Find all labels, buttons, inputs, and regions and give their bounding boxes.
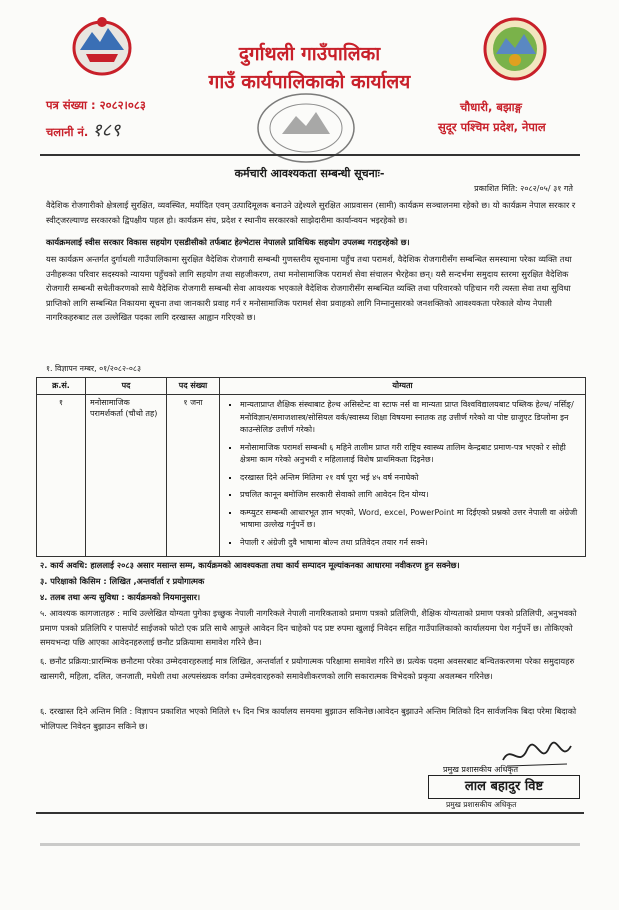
qualification-item: ▪ मनोसामाजिक परामर्श सम्बन्धी ६ महिने तालीम प्राप्त गरी राष्ट्रिय स्वास्थ्य तालिम केन्द्रबाट प्रमाण-पत्र भएको र सोही क्षेत्रमा काम गरेको अनुभवी र महिलालाई विशेष प्राथमिकता दिइनेछ। (240, 442, 581, 467)
row-post: मनोसामाजिक परामर्शकर्ता (चौथो तह) (86, 395, 167, 557)
office-seal-stamp (252, 88, 360, 170)
dispatch-label: चलानी नं. (46, 125, 89, 139)
signatory-subtitle: प्रमुख प्रशासकीय अधिकृत (446, 800, 517, 809)
qualification-list (224, 399, 581, 549)
header-divider (40, 154, 580, 156)
qualification-item: ▪ कम्प्युटर सम्बन्धी आधारभूत ज्ञान भएको, Word, excel, PowerPoint मा दिईएको प्रश्नको उत्तर नेपाली वा अंग्रेजी भाषामा उल्लेख गर्नुपर्ने छ। (240, 507, 581, 532)
dispatch-value: १८९ (92, 120, 121, 141)
row-count: १ जना (167, 395, 220, 557)
col-qualification: योग्यता (220, 378, 586, 395)
section-selection-process: ६. छनौट प्रक्रिया:प्रारम्भिक छनौटमा परेका उम्मेदवारहरुलाई मात्र लिखित, अन्तर्वार्ता र प्रयोगात्मक परिक्षामा समावेश गरिने छ। प्रत्येक पदमा अवसरबाट बन्चितकरणमा परेका समुदायहरु खासगरी, महिला, दलित, जनजाती, मधेशी तथा अल्पसंख्यक वर्गका उम्मेदवारहरुको समावेशीकरणको लागि सकारात्मक विभेदको प्रकृया अवलम्बन गरिनेछ। (40, 656, 575, 681)
section-salary: ४. तलब तथा अन्य सुविधा : कार्यक्रमको नियमानुसार। (40, 592, 201, 602)
signatory-name-stamp: लाल बहादुर विष्ट (428, 775, 580, 799)
section-work-duration: २. कार्य अवधि: हाललाई २०८३ असार मसान्त सम्म, कार्यक्रमको आवश्यकता तथा कार्य सम्पादन मूल्यांकनका आधारमा नवीकरण हुन सक्नेछ। (40, 560, 460, 570)
qualification-item: ▪ मान्यताप्राप्त शैक्षिक संस्थाबाट हेल्थ असिस्टेन्ट वा स्टाफ नर्स वा मान्यता प्राप्त विश्वविद्यालयबाट पब्लिक हेल्थ/ नर्सिङ्/मनोविज्ञान/समाजशास्त्र/सोसियल वर्क/स्वास्थ्य शिक्षा विषयमा स्नातक तह उत्तीर्ण गरेको वा पोष्ट ग्राजुएट डिप्लोमा इन काउन्सेलिङ उत्तीर्ण गरेको। (240, 399, 581, 437)
signatory-post: प्रमुख प्रशासकीय अधिकृत (443, 765, 519, 774)
notice-title: कर्मचारी आवश्यकता सम्बन्धी सूचनाः- (234, 167, 385, 180)
col-post: पद (86, 378, 167, 395)
table-header-row (37, 378, 586, 395)
col-serial: क्र.सं. (37, 378, 86, 395)
footer-divider (36, 812, 584, 814)
org-name: दुर्गाथली गाउँपालिका (238, 43, 381, 65)
intro-paragraph-3: यस कार्यक्रम अन्तर्गत दुर्गाथली गाउँपालिकामा सुरक्षित वैदेशिक रोजगारी सम्बन्धी गुणस्तरीय सूचनामा पहुँच तथा परामर्श, वैदेशिक रोजगारीसँग सम्बन्धित समस्यामा परेका व्यक्ति तथा उनीहरूका परिवार सदस्यको न्यायमा पहुँचको लागि सहयोग तथा सहजीकरण, तथा मनोसामाजिक परामर्श सेवा संचालन भैरहेका छन्। यसै सन्दर्भमा समुदाय स्तरमा सुरक्षित वैदेशिक रोजगारी सम्बन्धी सचेतीकरणको साथै वैदेशिक रोजगारी सम्बन्धी सेवा आवश्यक भएकाले वैदेशिक रोजगारीसँग सम्बन्धित व्यक्ति तथा परिवारको पहिचान गरी त्यस्ता सेवा तथा सुविधा प्राप्तिको लागि सम्बन्धित निकायमा सूचना तथा जानकारी प्रवाह गर्न र मनोसामाजिक परामर्श सेवा प्रवाहको लागि निम्नानुसारको जनशक्तिको आवश्यकता परेकाले योग्य नेपाली नागरिकहरुबाट तल उल्लेखित पदका लागि दरखास्त आह्वान गरिएको छ। (46, 254, 572, 322)
intro-paragraph-1: वैदेशिक रोजगारीको क्षेत्रलाई सुरक्षित, व्यवस्थित, मर्यादित एवम् उत्पादिमूलक बनाउने उद्देश्यले सुरक्षित आप्रवासन (सामी) कार्यक्रम सञ्चालनमा रहेको छ। यो कार्यक्रम नेपाल सरकार र स्वीट्जरल्याण्ड सरकारको द्विपक्षीय पहल हो। कार्यक्रम संघ, प्रदेश र स्थानीय सरकारको साझेदारीमा कार्यान्वयन भइरहेको छ। (46, 200, 576, 225)
office-name: गाउँ कार्यपालिकाको कार्यालय (208, 71, 411, 93)
office-location: चौधारी, बझाङ्ग (460, 100, 522, 114)
dispatch-number (46, 118, 120, 142)
intro-paragraph-2: कार्यक्रमलाई स्वीस सरकार विकास सहयोग एसडीसीको तर्फबाट हेल्भेटास नेपालले प्राविधिक सहयोग उपलब्ध गराइरहेको छ। (46, 237, 410, 247)
col-count: पद संख्या (167, 378, 220, 395)
section-exam-type: ३. परिक्षाको किसिम : लिखित ,अन्तर्वार्ता र प्रयोगात्मक (40, 576, 205, 586)
section-documents: ५. आवश्यक कागजातहरु : माथि उल्लेखित योग्यता पुगेका इच्छुक नेपाली नागरिकले नेपाली नागरिकताको प्रमाण पत्रको प्रतिलिपी, शैक्षिक योग्यताको प्रमाण पत्रको प्रतिलिपी, अनुभवको प्रमाण पत्रको प्रतिलिपि र पासपोर्ट साईजको फोटो एक प्रति साथै आफुले आवेदन दिन चाहेको पद प्रष्ट रुपमा खुलाई निवेदन सहित गाउँपालिकाको कार्यालयमा पेश गर्नुपर्ने छ। तोकिएको समयभन्दा पछि आएका आवेदनहरुलाई छनौट प्रक्रियामा समावेश गरिने छैन। (40, 608, 577, 647)
qualification-item: ▪ दरखास्त दिने अन्तिम मितिमा २१ वर्ष पूरा भई ४५ वर्ष ननाघेको (240, 472, 581, 485)
province-name: सुदूर पश्चिम प्रदेश, नेपाल (438, 120, 546, 134)
section-deadline: ६. दरखास्त दिने अन्तिम मिति : विज्ञापन प्रकाशित भएको मितिले १५ दिन भित्र कार्यालय समयमा बुझाउन सकिनेछ।आवेदन बुझाउने अन्तिम मितिको दिन सार्वजनिक बिदा परेमा बिदाको भोलिपल्ट निवेदन बुझाउन सकिने छ। (40, 706, 577, 731)
ad-number: १. विज्ञापन नम्बर, ०१/२०८२-०८३ (46, 364, 142, 373)
vacancy-table (36, 377, 586, 557)
row-serial: १ (37, 395, 86, 557)
row-qualifications (220, 395, 586, 557)
reference-number: पत्र संख्या : २०८२।०८३ (46, 98, 146, 112)
qualification-item: ▪ नेपाली र अंग्रेजी दुवै भाषामा बोल्न तथा प्रतिवेदन तयार गर्न सक्ने। (240, 537, 581, 550)
table-row (37, 395, 586, 557)
qualification-item: ▪ प्रचलित कानून बमोजिम सरकारी सेवाको लागि आवेदन दिन योग्य। (240, 489, 581, 502)
published-date: प्रकाशित मिति: २०८२/०५/ ३१ गते (474, 184, 573, 193)
footer-faint-text (40, 843, 580, 846)
